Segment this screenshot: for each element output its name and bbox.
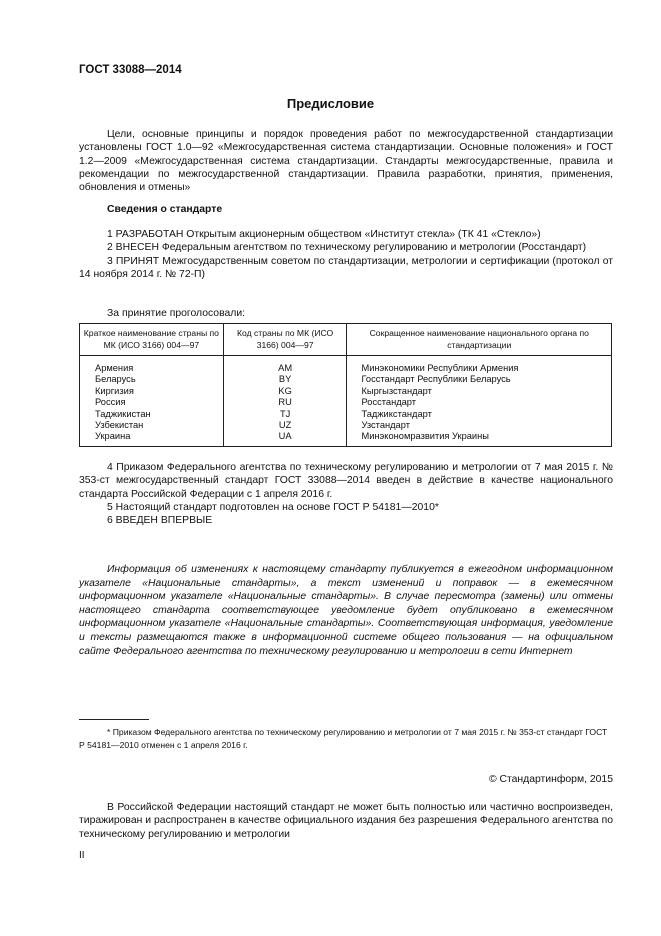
copyright: © Стандартинформ, 2015	[488, 774, 613, 785]
body-cell: Таджикстандарт	[347, 409, 612, 420]
changes-info-paragraph: Информация об изменениях к настоящему стандарту публикуется в ежегодном информационном указателе «Национальные стандарты», а текст изменений и поправок — в ежемесячном информационном указателе «Национальные стандарты». В случае пересмотра (замены) или отмены настоящего стандарта соответствующее уведомление будет опубликовано в ежемесячном информационном указателе «Национальные стандарты». Соответствующая информация, уведомление и тексты размещаются также в информационной системе общего пользования — на официальном сайте Федерального агентства по техническому регулированию и метрологии в сети Интернет	[79, 564, 613, 657]
table-row	[80, 386, 612, 397]
country-cell: Таджикистан	[80, 409, 224, 420]
code-cell: RU	[223, 397, 347, 408]
code-cell: UA	[223, 431, 347, 446]
page-number: II	[79, 850, 85, 861]
code-cell: TJ	[223, 409, 347, 420]
column-header-body: Сокращенное наименование национального органа по стандартизации	[347, 324, 612, 356]
code-cell: BY	[223, 374, 347, 385]
countries-table	[79, 323, 612, 447]
standard-info-list	[79, 228, 613, 281]
country-cell: Беларусь	[80, 374, 224, 385]
rights-notice: В Российской Федерации настоящий стандарт не может быть полностью или частично воспроизведен, тиражирован и распространен в качестве официального издания без разрешения Федерального агентства по техническому регулированию и метрологии	[79, 802, 613, 840]
body-cell: Госстандарт Республики Беларусь	[347, 374, 612, 385]
body-cell: Узстандарт	[347, 420, 612, 431]
footnote-divider	[79, 719, 149, 720]
list-item: 4 Приказом Федерального агентства по техническому регулированию и метрологии от 7 мая 2015 г. № 353-ст межгосударственный стандарт ГОСТ 33088—2014 введен в действие в качестве национального стандарта Российской Федерации с 1 апреля 2016 г.	[79, 462, 613, 500]
country-cell: Узбекистан	[80, 420, 224, 431]
list-item: 6 ВВЕДЕН ВПЕРВЫЕ	[107, 515, 213, 527]
code-cell: AM	[223, 356, 347, 375]
country-cell: Киргизия	[80, 386, 224, 397]
page-title: Предисловие	[286, 96, 375, 111]
vote-label: За принятие проголосовали:	[107, 308, 246, 319]
body-cell: Минэкономразвития Украины	[347, 431, 612, 446]
info-heading: Сведения о стандарте	[107, 204, 223, 215]
column-header-country: Краткое наименование страны по МК (ИСО 3166) 004—97	[80, 324, 224, 356]
country-cell: Армения	[80, 356, 224, 375]
table-row	[80, 374, 612, 385]
list-item: 2 ВНЕСЕН Федеральным агентством по техническому регулированию и метрологии (Росстандарт)	[107, 242, 587, 254]
list-item: 1 РАЗРАБОТАН Открытым акционерным обществом «Институт стекла» (ТК 41 «Стекло»)	[107, 229, 541, 240]
body-cell: Минэкономики Республики Армения	[347, 356, 612, 375]
footnote: * Приказом Федерального агентства по техническому регулированию и метрологии от 7 мая 2015 г. № 353-ст стандарт ГОСТ Р 54181—2010 отменен с 1 апреля 2016 г.	[79, 727, 608, 751]
code-cell: UZ	[223, 420, 347, 431]
country-cell: Россия	[80, 397, 224, 408]
table-row	[80, 420, 612, 431]
code-cell: KG	[223, 386, 347, 397]
body-cell: Росстандарт	[347, 397, 612, 408]
country-cell: Украина	[80, 431, 224, 446]
body-cell: Кыргызстандарт	[347, 386, 612, 397]
column-header-code: Код страны по МК (ИСО 3166) 004—97	[223, 324, 347, 356]
list-item: 3 ПРИНЯТ Межгосударственным советом по стандартизации, метрологии и сертификации (протокол от 14 ноября 2014 г. № 72-П)	[79, 255, 613, 280]
document-id: ГОСТ 33088—2014	[79, 64, 182, 76]
table-row	[80, 356, 612, 375]
table-row	[80, 397, 612, 408]
standard-info-list-continued	[79, 461, 613, 527]
table-row	[80, 431, 612, 446]
intro-paragraph: Цели, основные принципы и порядок проведения работ по межгосударственной стандартизации установлены ГОСТ 1.0—92 «Межгосударственная система стандартизации. Основные положения» и ГОСТ 1.2—2009 «Межгосударственная система стандартизации. Стандарты межгосударственные, правила и рекомендации по межгосударственной стандартизации. Правила разработки, принятия, применения, обновления и отмены»	[79, 129, 613, 194]
table-header-row	[80, 324, 612, 356]
list-item: 5 Настоящий стандарт подготовлен на основе ГОСТ Р 54181—2010*	[107, 501, 439, 513]
table-row	[80, 409, 612, 420]
